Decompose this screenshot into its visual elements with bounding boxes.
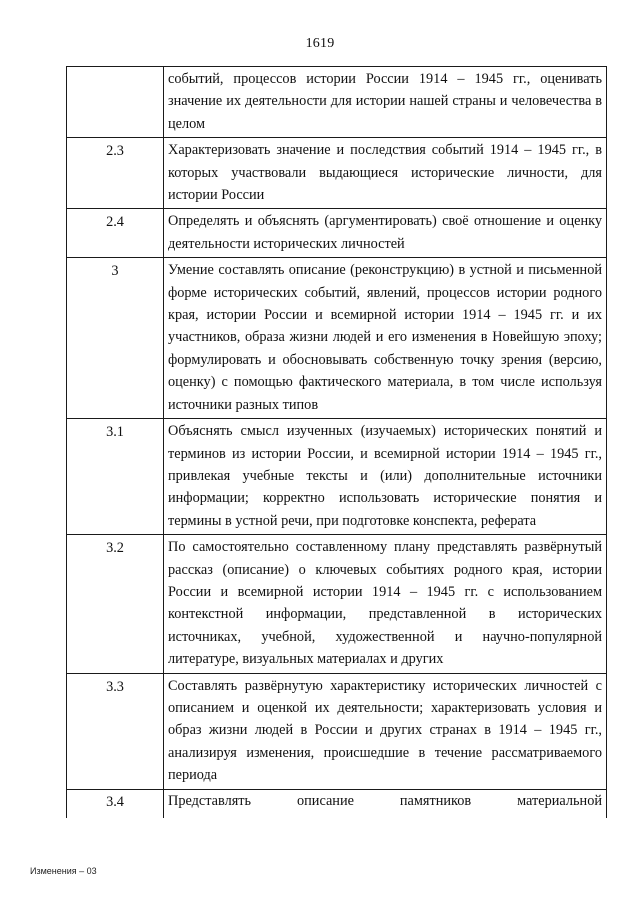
table-row xyxy=(67,258,607,419)
row-text-cell: По самостоятельно составленному плану представлять развёрнутый рассказ (описание) о ключевых событиях родного края, истории России и всемирной истории 1914 – 1945 гг. с использованием контекстной информации, представленной в исторических источниках, учебной, художественной и научно-популярной литературе, визуальных материалах и других xyxy=(164,535,607,673)
row-text-cell: событий, процессов истории России 1914 – 1945 гг., оценивать значение их деятельности для истории нашей страны и человечества в целом xyxy=(164,67,607,138)
table-row xyxy=(67,138,607,209)
row-number-cell: 2.4 xyxy=(67,209,164,258)
requirements-table xyxy=(66,66,607,818)
row-number-cell: 3.2 xyxy=(67,535,164,673)
row-number-cell: 3.3 xyxy=(67,673,164,789)
revision-footer: Изменения – 03 xyxy=(30,866,97,876)
page-number: 1619 xyxy=(305,36,335,51)
table-row xyxy=(67,535,607,673)
table-row xyxy=(67,419,607,535)
row-text-cell: Представлять описание памятников материальной xyxy=(164,789,607,818)
table-row xyxy=(67,209,607,258)
row-number-cell: 2.3 xyxy=(67,138,164,209)
table-row xyxy=(67,673,607,789)
row-text-cell: Определять и объяснять (аргументировать) своё отношение и оценку деятельности исторических личностей xyxy=(164,209,607,258)
table-row xyxy=(67,789,607,818)
row-text-cell: Составлять развёрнутую характеристику исторических личностей с описанием и оценкой их деятельности; характеризовать условия и образ жизни людей в России и других странах в 1914 – 1945 гг., анализируя изменения, происшедшие в течение рассматриваемого периода xyxy=(164,673,607,789)
row-number-cell xyxy=(67,67,164,138)
row-text-cell: Умение составлять описание (реконструкцию) в устной и письменной форме исторических событий, явлений, процессов истории родного края, истории России и всемирной истории 1914 – 1945 гг. и их участников, образа жизни людей и его изменения в Новейшую эпоху; формулировать и обосновывать собственную точку зрения (версию, оценку) с помощью фактического материала, в том числе используя источники разных типов xyxy=(164,258,607,419)
row-text-cell: Характеризовать значение и последствия событий 1914 – 1945 гг., в которых участвовали выдающиеся исторические личности, для истории России xyxy=(164,138,607,209)
table-row xyxy=(67,67,607,138)
row-text-cell: Объяснять смысл изученных (изучаемых) исторических понятий и терминов из истории России, и всемирной истории 1914 – 1945 гг., привлекая учебные тексты и (или) дополнительные источники информации; корректно использовать исторические понятия и термины в устной речи, при подготовке конспекта, реферата xyxy=(164,419,607,535)
row-number-cell: 3.4 xyxy=(67,789,164,818)
row-number-cell: 3.1 xyxy=(67,419,164,535)
row-number-cell: 3 xyxy=(67,258,164,419)
